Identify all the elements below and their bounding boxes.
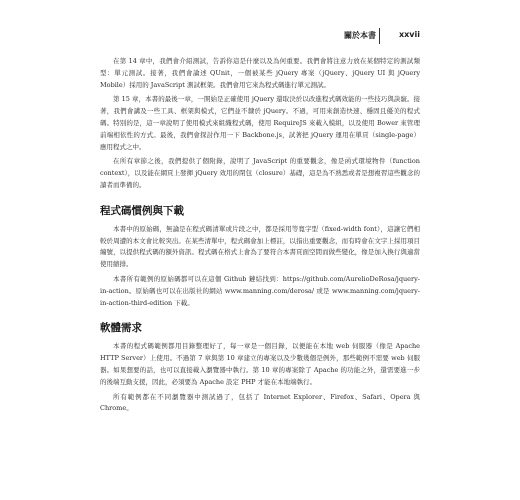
section-heading-software-requirements: 軟體需求	[100, 322, 142, 335]
book-title: 關於本書	[344, 31, 376, 40]
header-divider	[379, 28, 380, 44]
paragraph-chapter-15: 第 15 章，本書的最後一章，一開始是正確使用 jQuery 還取決於以改進程式碼效能的一些技巧與訣竅。接著，我們會講及一些工具、框架與模式，它們並不隸於 jQuery。不過，可用來創造快速、穩固且優美的程式碼。特別的是，這一章說明了使用模式來組織程式碼，使用 RequireJS 來載入模組，以及使用 Bower 來管理前端相依性的方式。最後，我們會探討作用一下 Backbone.js，試著把 jQuery 運用在單頁（single-page）應用程式之中。	[100, 95, 420, 151]
paragraph-browsers: 所有範例都在不同瀏覽器中測試過了，包括了 Internet Explorer、Firefox、Safari、Opera 與 Chrome。	[100, 392, 420, 413]
running-header	[100, 28, 420, 46]
paragraph-code-conventions: 本書中的原始碼，無論是在程式碼清單或片段之中，都是採用等寬字型（fixed-width font），這讓它們相較於周遭的本文會比較突出。在某些清單中，程式碼會加上標註，以指出重要觀念，而有時會在文字上採用項目編號，以提供程式碼的額外資訊。程式碼在格式上會為了要符合本書頁面空間而做些變化，像是加入換行與適當使用縮排。	[100, 224, 420, 269]
paragraph-code-download: 本書所有範例的原始碼都可以在這個 Github 鏈結找到：https://github.com/AurelioDeRosa/jquery-in-action。原始碼也可以在出版社的網站 www.manning.com/derosa/ 或是 www.manning.com/jquery-in-action-third-edition 下載。	[100, 274, 420, 307]
paragraph-chapter-14: 在第 14 章中，我們會介紹測試，告訴你這是什麼以及為何重要。我們會將注意力放在某個特定的測試類型：單元測試。接著，我們會論述 QUnit，一個被某些 jQuery 專案（jQuery、jQuery UI 與 jQuery Mobile）採用的 JavaScript 測試框架。我們會用它來為程式碼進行單元測試。	[100, 57, 420, 89]
paragraph-appendix: 在所有章節之後，我們提供了個附錄，說明了 JavaScript 的重要觀念，像是函式環境物件（function context），以及能在網頁上發揮 jQuery 效用的閉包（closure）基礎，這是為不熟悉或者是想複習這些觀念的讀者而準備的。	[100, 157, 420, 189]
page-content	[100, 56, 420, 418]
section-heading-code-conventions: 程式碼慣例與下載	[100, 204, 184, 217]
paragraph-web-server: 本書的程式碼範例都用目錄整理好了，每一章是一個目錄，以便能在本地 web 伺服器（像是 Apache HTTP Server）上使用。不過第 7 章與第 10 章建立的專案以及少數幾個是例外，那些範例不需要 web 伺服器。如果想要的話，也可以直接載入瀏覽器中執行。第 10 章的專案除了 Apache 的功能之外，還需要進一步的後端互動支援，因此，必須要為 Apache 設定 PHP 才能在本地端執行。	[100, 342, 420, 386]
page-number: xxvii	[398, 30, 420, 39]
